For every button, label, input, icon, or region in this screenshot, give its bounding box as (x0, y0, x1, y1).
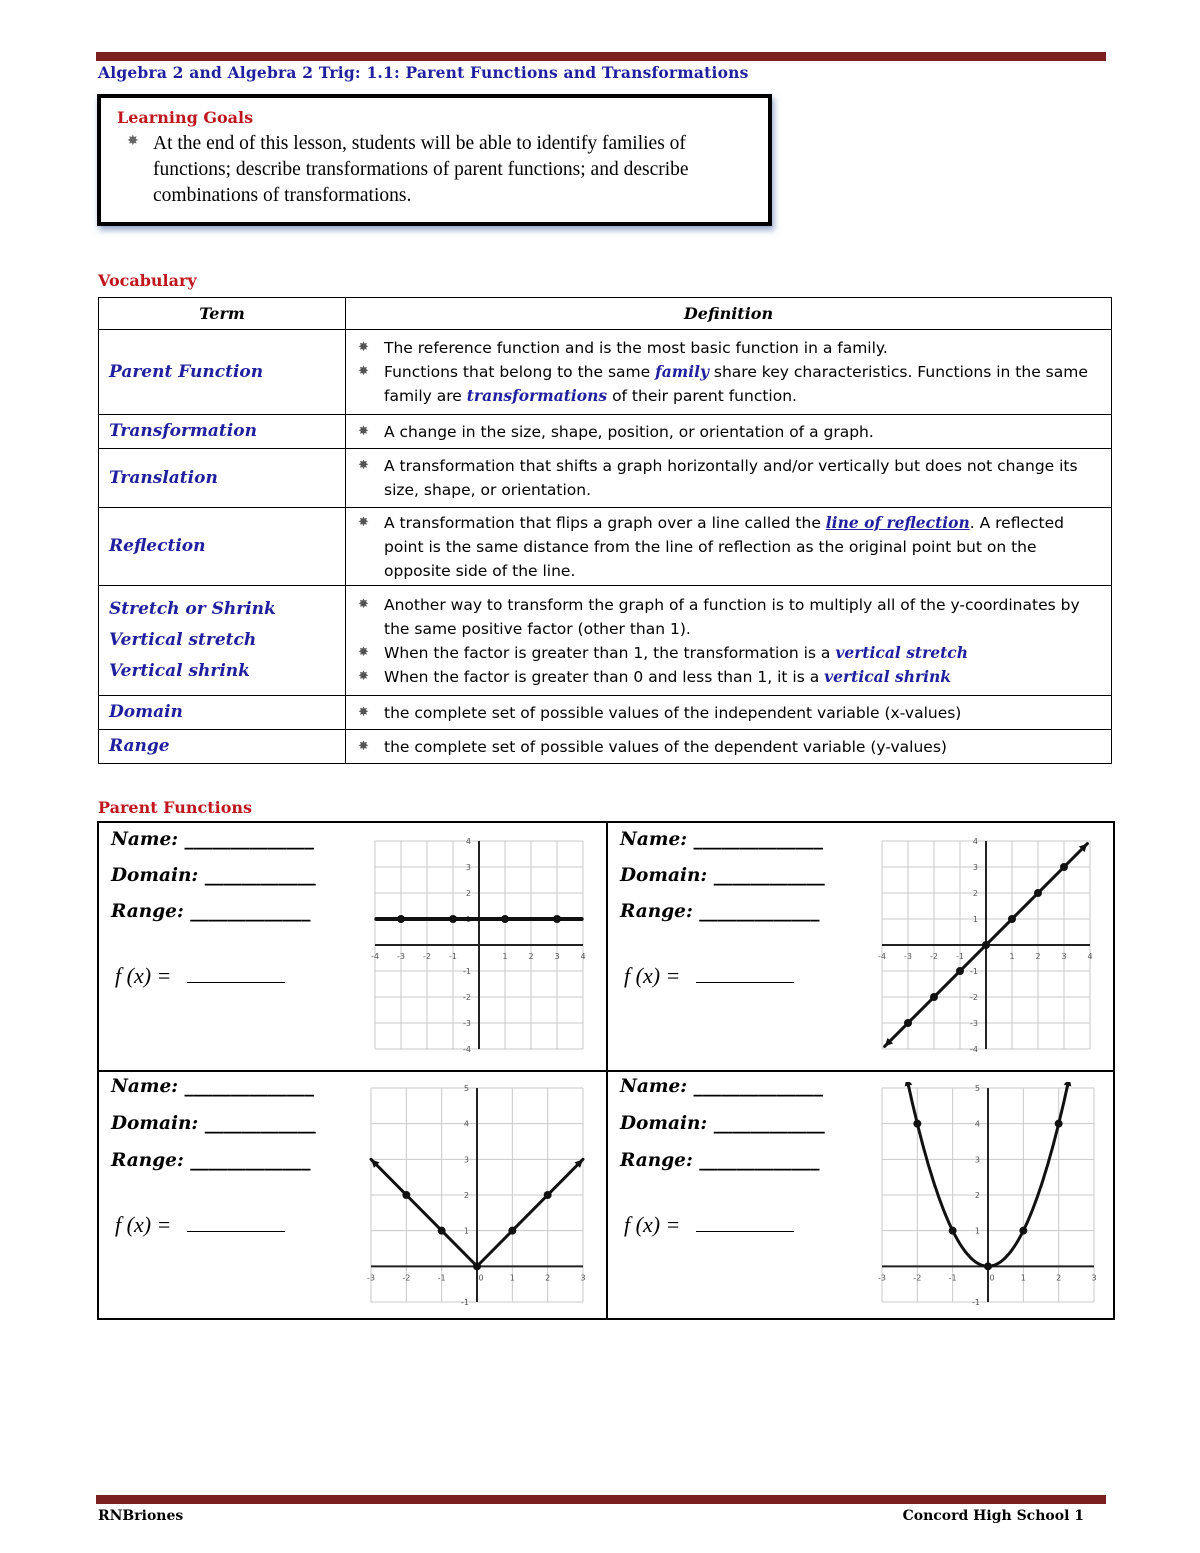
answer-blank[interactable] (696, 982, 794, 983)
x-tick-label: 4 (1087, 952, 1093, 961)
x-tick-label: 2 (528, 952, 534, 961)
range-field[interactable]: Range: _____________ (111, 901, 311, 922)
definition-text: the complete set of possible values of the dependent variable (y-values) (384, 737, 947, 756)
term-label: Translation (109, 467, 218, 488)
definition-text: The reference function and is the most basic function in a family. (384, 339, 888, 357)
y-tick-label: 4 (463, 1119, 469, 1129)
x-tick-label: -1 (449, 952, 457, 961)
vocabulary-definition (346, 508, 1112, 586)
y-tick-label: 4 (974, 1119, 980, 1129)
x-tick-label: -1 (948, 1273, 957, 1283)
x-tick-label: 2 (1056, 1273, 1062, 1283)
vocabulary-term (99, 586, 346, 696)
learning-goals-item (117, 131, 752, 209)
y-tick-label: 2 (463, 1191, 469, 1200)
data-point (397, 915, 405, 923)
bullet-icon: ✸ (358, 668, 369, 684)
range-field[interactable]: Range: _____________ (111, 1150, 311, 1171)
bullet-icon: ✸ (358, 340, 369, 355)
definition-item (358, 735, 1103, 759)
bullet-icon: ✸ (358, 644, 369, 660)
y-tick-label: 4 (972, 837, 978, 846)
function-rule-field[interactable] (624, 963, 794, 989)
x-tick-label: 0 (478, 1273, 484, 1283)
x-tick-label: 2 (1035, 952, 1041, 961)
y-tick-label: 3 (974, 1155, 980, 1165)
data-point (1008, 915, 1016, 923)
answer-blank[interactable] (187, 1231, 285, 1232)
y-tick-label: -1 (463, 967, 471, 976)
document-header: Algebra 2 and Algebra 2 Trig: 1.1: Parent Functions and Transformations (98, 63, 749, 82)
y-tick-label: -1 (461, 1298, 469, 1307)
definition-item (358, 420, 1103, 444)
x-tick-label: -3 (367, 1273, 375, 1283)
data-point (949, 1227, 957, 1235)
term-label: Range (109, 736, 170, 756)
x-tick-label: -4 (878, 952, 886, 961)
header-rule (96, 52, 1106, 61)
data-point (982, 941, 990, 949)
footer-rule (96, 1495, 1106, 1504)
y-tick-label: 5 (974, 1084, 980, 1093)
x-tick-label: 1 (509, 1273, 515, 1283)
term-label: Vertical shrink (109, 661, 250, 681)
learning-goals-text: At the end of this lesson, students will be able to identify families of functions; describe transformations of parent functions; and describe combinations of transformations. (153, 133, 689, 206)
data-point (1019, 1227, 1027, 1235)
x-tick-label: 1 (502, 952, 508, 961)
data-point (473, 1262, 481, 1270)
data-point (449, 915, 457, 923)
vocabulary-term (99, 449, 346, 508)
x-tick-label: -2 (913, 1273, 922, 1283)
vocabulary-row (99, 696, 1112, 730)
y-tick-label: -3 (970, 1019, 978, 1028)
bullet-icon: ✸ (358, 738, 369, 754)
vocabulary-definition (346, 415, 1112, 449)
definition-item (358, 360, 1103, 408)
definition-item (358, 454, 1103, 502)
keyword: vertical shrink (824, 666, 952, 686)
y-tick-label: 3 (465, 863, 471, 872)
bullet-icon: ✸ (358, 458, 369, 473)
keyword: transformations (466, 386, 608, 405)
data-point (438, 1227, 446, 1235)
name-field[interactable]: Name: ______________ (620, 829, 824, 850)
data-point (1034, 889, 1042, 897)
definition-text: Functions that belong to the same family share key characteristics. Functions in the same family are transformations of their parent function. (384, 362, 1088, 405)
parent-functions-grid (97, 821, 1115, 1320)
term-column-header: Term (99, 298, 346, 330)
x-tick-label: 3 (1091, 1273, 1097, 1283)
definition-column-header: Definition (346, 298, 1112, 330)
vocabulary-term (99, 696, 346, 730)
constant-function-graph (369, 835, 589, 1055)
data-point (1060, 863, 1068, 871)
y-tick-label: 5 (463, 1084, 469, 1093)
vocabulary-row (99, 330, 1112, 415)
x-tick-label: -1 (437, 1273, 446, 1283)
x-tick-label: -3 (878, 1273, 886, 1283)
range-field[interactable]: Range: _____________ (620, 901, 820, 922)
y-tick-label: -1 (970, 967, 978, 976)
y-tick-label: -1 (972, 1298, 980, 1307)
answer-blank[interactable] (187, 982, 285, 983)
data-point (402, 1191, 410, 1199)
parent-functions-title: Parent Functions (98, 798, 253, 817)
x-tick-label: -1 (956, 952, 964, 961)
term-label: Transformation (109, 421, 257, 441)
function-rule-label: f (x) = (624, 963, 681, 988)
function-rule-field[interactable] (115, 963, 285, 989)
parent-function-cell-1 (99, 823, 607, 1070)
vocabulary-term (99, 330, 346, 415)
domain-field[interactable]: Domain: ____________ (111, 865, 316, 886)
term-label: Stretch or Shrink (109, 599, 276, 619)
y-tick-label: -3 (463, 1019, 471, 1028)
x-tick-label: -4 (371, 952, 379, 961)
x-tick-label: 3 (554, 952, 560, 961)
function-rule-field[interactable] (115, 1212, 285, 1238)
data-point (501, 915, 509, 923)
vocabulary-row (99, 415, 1112, 449)
x-tick-label: 0 (989, 1273, 995, 1283)
definition-text: A transformation that flips a graph over a line called the line of reflection. A reflected point is the same distance from the line of reflection as the original point but on the opposite side of the line. (384, 512, 1064, 580)
vocabulary-definition (346, 730, 1112, 764)
keyword: vertical stretch (835, 642, 968, 662)
data-point (984, 1262, 992, 1270)
y-tick-label: -4 (463, 1045, 471, 1054)
data-point (553, 915, 561, 923)
x-tick-label: 1 (1009, 952, 1015, 961)
definition-item (358, 641, 1103, 665)
learning-goals-box (97, 94, 772, 226)
vocabulary-row (99, 449, 1112, 508)
definition-text: Another way to transform the graph of a function is to multiply all of the y-coordinates by the same positive factor (other than 1). (384, 595, 1080, 638)
vocabulary-term (99, 415, 346, 449)
definition-text: When the factor is greater than 1, the transformation is a vertical stretch (384, 642, 968, 662)
definition-item (358, 665, 1103, 689)
y-tick-label: 1 (465, 915, 471, 924)
data-point (930, 993, 938, 1001)
y-tick-label: 1 (974, 1226, 980, 1236)
term-label: Reflection (109, 536, 206, 556)
bullet-icon: ✸ (358, 423, 369, 439)
keyword: family (655, 362, 709, 381)
learning-goals-title: Learning Goals (117, 108, 254, 127)
vocabulary-definition (346, 330, 1112, 415)
quadratic-function-graph (876, 1082, 1100, 1308)
definition-item (358, 593, 1103, 641)
term-label: Vertical stretch (109, 630, 257, 650)
bullet-icon: ✸ (358, 596, 369, 612)
y-tick-label: -2 (463, 993, 471, 1002)
function-rule-label: f (x) = (115, 963, 172, 988)
function-rule-label: f (x) = (115, 1212, 172, 1237)
data-point (1055, 1120, 1063, 1128)
vocabulary-definition (346, 696, 1112, 730)
y-tick-label: 1 (463, 1226, 469, 1236)
y-tick-label: 1 (972, 915, 978, 924)
definition-item (358, 511, 1103, 583)
y-tick-label: 3 (972, 863, 978, 872)
x-tick-label: -2 (423, 952, 431, 961)
parent-function-cell-2 (608, 823, 1116, 1070)
x-tick-label: 3 (580, 1273, 586, 1283)
definition-text: A transformation that shifts a graph horizontally and/or vertically but does not change its size, shape, or orientation. (384, 457, 1078, 499)
y-tick-label: 2 (974, 1191, 980, 1200)
x-tick-label: -2 (402, 1273, 411, 1283)
definition-item (358, 336, 1103, 360)
vocabulary-title: Vocabulary (98, 271, 197, 290)
function-rule-field[interactable] (624, 1212, 794, 1238)
domain-field[interactable]: Domain: ____________ (620, 1113, 825, 1134)
domain-field[interactable]: Domain: ____________ (620, 865, 825, 886)
bullet-icon: ✸ (358, 514, 369, 530)
y-tick-label: -4 (970, 1045, 978, 1054)
vocabulary-term (99, 730, 346, 764)
x-tick-label: -2 (930, 952, 938, 961)
x-tick-label: -3 (904, 952, 912, 961)
domain-field[interactable]: Domain: ____________ (111, 1113, 316, 1134)
data-point (956, 967, 964, 975)
y-tick-label: 2 (465, 889, 471, 898)
x-tick-label: 1 (1020, 1273, 1026, 1283)
data-point (544, 1191, 552, 1199)
y-tick-label: 3 (463, 1155, 469, 1165)
parent-function-cell-3 (99, 1072, 607, 1319)
definition-text: A change in the size, shape, position, or orientation of a graph. (384, 422, 874, 441)
vocabulary-row (99, 586, 1112, 696)
keyword: line of reflection (825, 512, 970, 532)
vocabulary-row (99, 730, 1112, 764)
absolute-value-function-graph (365, 1082, 589, 1308)
linear-function-graph (876, 835, 1096, 1055)
term-label: Parent Function (109, 361, 264, 382)
vocabulary-definition (346, 586, 1112, 696)
range-field[interactable]: Range: _____________ (620, 1150, 820, 1171)
function-rule-label: f (x) = (624, 1212, 681, 1237)
y-tick-label: 4 (465, 837, 471, 846)
x-tick-label: -3 (397, 952, 405, 961)
term-label: Domain (109, 702, 183, 722)
footer-author: RNBriones (98, 1508, 184, 1524)
answer-blank[interactable] (696, 1231, 794, 1232)
vocabulary-term (99, 508, 346, 586)
definition-text: When the factor is greater than 0 and less than 1, it is a vertical shrink (384, 666, 952, 686)
name-field[interactable]: Name: ______________ (111, 829, 315, 850)
footer-school-page: Concord High School 1 (902, 1508, 1084, 1524)
x-tick-label: 4 (580, 952, 586, 961)
data-point (904, 1019, 912, 1027)
x-tick-label: 3 (1061, 952, 1067, 961)
x-tick-label: 2 (545, 1273, 551, 1283)
bullet-icon: ✸ (127, 133, 139, 149)
definition-text: the complete set of possible values of the independent variable (x-values) (384, 703, 962, 722)
bullet-icon: ✸ (358, 364, 369, 379)
data-point (508, 1227, 516, 1235)
name-field[interactable]: Name: ______________ (620, 1076, 824, 1097)
y-tick-label: -2 (970, 993, 978, 1002)
definition-item (358, 701, 1103, 725)
parent-function-cell-4 (608, 1072, 1116, 1319)
data-point (913, 1120, 921, 1128)
vocabulary-row (99, 508, 1112, 586)
name-field[interactable]: Name: ______________ (111, 1076, 315, 1097)
vocabulary-table (98, 297, 1112, 764)
vocabulary-definition (346, 449, 1112, 508)
y-tick-label: 2 (972, 889, 978, 898)
bullet-icon: ✸ (358, 704, 369, 720)
